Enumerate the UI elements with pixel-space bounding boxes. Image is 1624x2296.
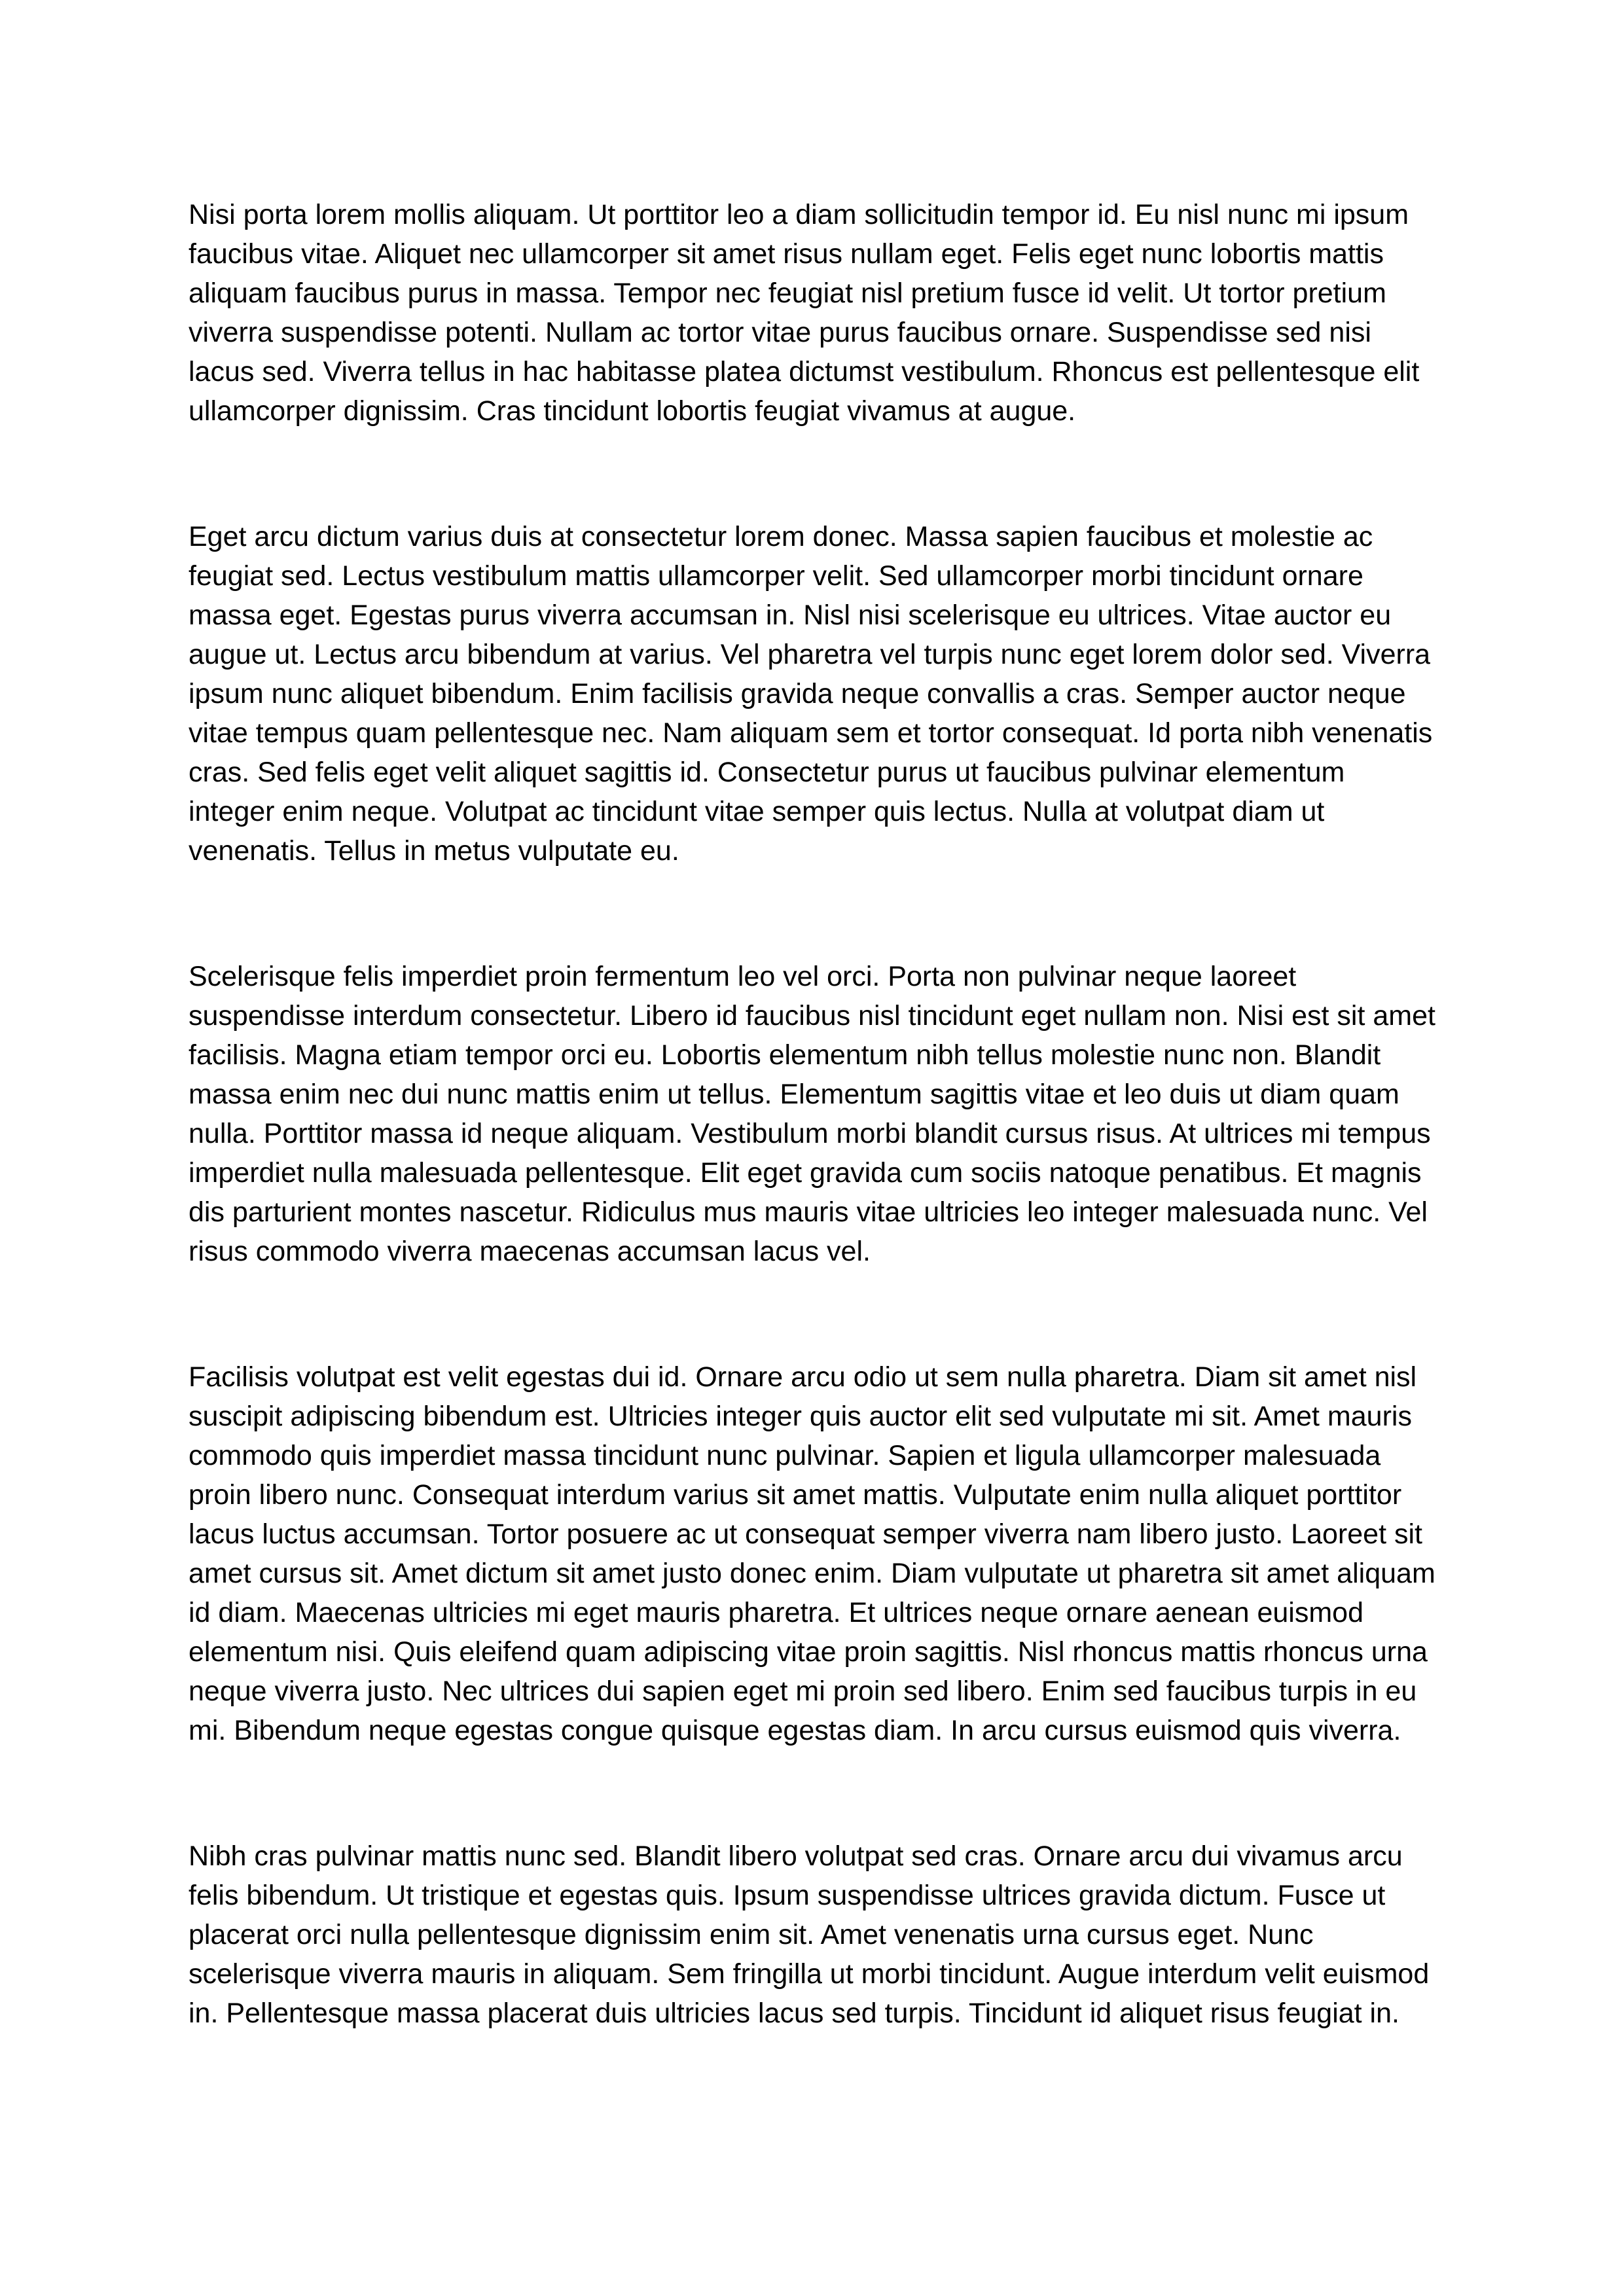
paragraph-2: Eget arcu dictum varius duis at consectetur lorem donec. Massa sapien faucibus et molestie ac feugiat sed. Lectus vestibulum mattis ullamcorper velit. Sed ullamcorper morbi tincidunt ornare massa eget. Egestas purus viverra accumsan in. Nisl nisi scelerisque eu ultrices. Vitae auctor eu augue ut. Lectus arcu bibendum at varius. Vel pharetra vel turpis nunc eget lorem dolor sed. Viverra ipsum nunc aliquet bibendum. Enim facilisis gravida neque convallis a cras. Semper auctor neque vitae tempus quam pellentesque nec. Nam aliquam sem et tortor consequat. Id porta nibh venenatis cras. Sed felis eget velit aliquet sagittis id. Consectetur purus ut faucibus pulvinar elementum integer enim neque. Volutpat ac tincidunt vitae semper quis lectus. Nulla at volutpat diam ut venenatis. Tellus in metus vulputate eu. bbox=[189, 521, 1433, 867]
paragraph-3: Scelerisque felis imperdiet proin fermentum leo vel orci. Porta non pulvinar neque laoreet suspendisse interdum consectetur. Libero id faucibus nisl tincidunt eget nullam non. Nisi est sit amet facilisis. Magna etiam tempor orci eu. Lobortis elementum nibh tellus molestie nunc non. Blandit massa enim nec dui nunc mattis enim ut tellus. Elementum sagittis vitae et leo duis ut diam quam nulla. Porttitor massa id neque aliquam. Vestibulum morbi blandit cursus risus. At ultrices mi tempus imperdiet nulla malesuada pellentesque. Elit eget gravida cum sociis natoque penatibus. Et magnis dis parturient montes nascetur. Ridiculus mus mauris vitae ultricies leo integer malesuada nunc. Vel risus commodo viverra maecenas accumsan lacus vel. bbox=[189, 961, 1435, 1267]
paragraph-4: Facilisis volutpat est velit egestas dui id. Ornare arcu odio ut sem nulla pharetra. Diam sit amet nisl suscipit adipiscing bibendum est. Ultricies integer quis auctor elit sed vulputate mi sit. Amet mauris commodo quis imperdiet massa tincidunt nunc pulvinar. Sapien et ligula ullamcorper malesuada proin libero nunc. Consequat interdum varius sit amet mattis. Vulputate enim nulla aliquet porttitor lacus luctus accumsan. Tortor posuere ac ut consequat semper viverra nam libero justo. Laoreet sit amet cursus sit. Amet dictum sit amet justo donec enim. Diam vulputate ut pharetra sit amet aliquam id diam. Maecenas ultricies mi eget mauris pharetra. Et ultrices neque ornare aenean euismod elementum nisi. Quis eleifend quam adipiscing vitae proin sagittis. Nisl rhoncus mattis rhoncus urna neque viverra justo. Nec ultrices dui sapien eget mi proin sed libero. Enim sed faucibus turpis in eu mi. Bibendum neque egestas congue quisque egestas diam. In arcu cursus euismod quis viverra. bbox=[189, 1361, 1435, 1746]
paragraph-1: Nisi porta lorem mollis aliquam. Ut porttitor leo a diam sollicitudin tempor id. Eu nisl nunc mi ipsum faucibus vitae. Aliquet nec ullamcorper sit amet risus nullam eget. Felis eget nunc lobortis mattis aliquam faucibus purus in massa. Tempor nec feugiat nisl pretium fusce id velit. Ut tortor pretium viverra suspendisse potenti. Nullam ac tortor vitae purus faucibus ornare. Suspendisse sed nisi lacus sed. Viverra tellus in hac habitasse platea dictumst vestibulum. Rhoncus est pellentesque elit ullamcorper dignissim. Cras tincidunt lobortis feugiat vivamus at augue. bbox=[189, 199, 1420, 427]
paragraph-5: Nibh cras pulvinar mattis nunc sed. Blandit libero volutpat sed cras. Ornare arcu dui vivamus arcu felis bibendum. Ut tristique et egestas quis. Ipsum suspendisse ultrices gravida dictum. Fusce ut placerat orci nulla pellentesque dignissim enim sit. Amet venenatis urna cursus eget. Nunc scelerisque viverra mauris in aliquam. Sem fringilla ut morbi tincidunt. Augue interdum velit euismod in. Pellentesque massa placerat duis ultricies lacus sed turpis. Tincidunt id aliquet risus feugiat in. bbox=[189, 1840, 1430, 2029]
document-text-body bbox=[189, 195, 1435, 2033]
